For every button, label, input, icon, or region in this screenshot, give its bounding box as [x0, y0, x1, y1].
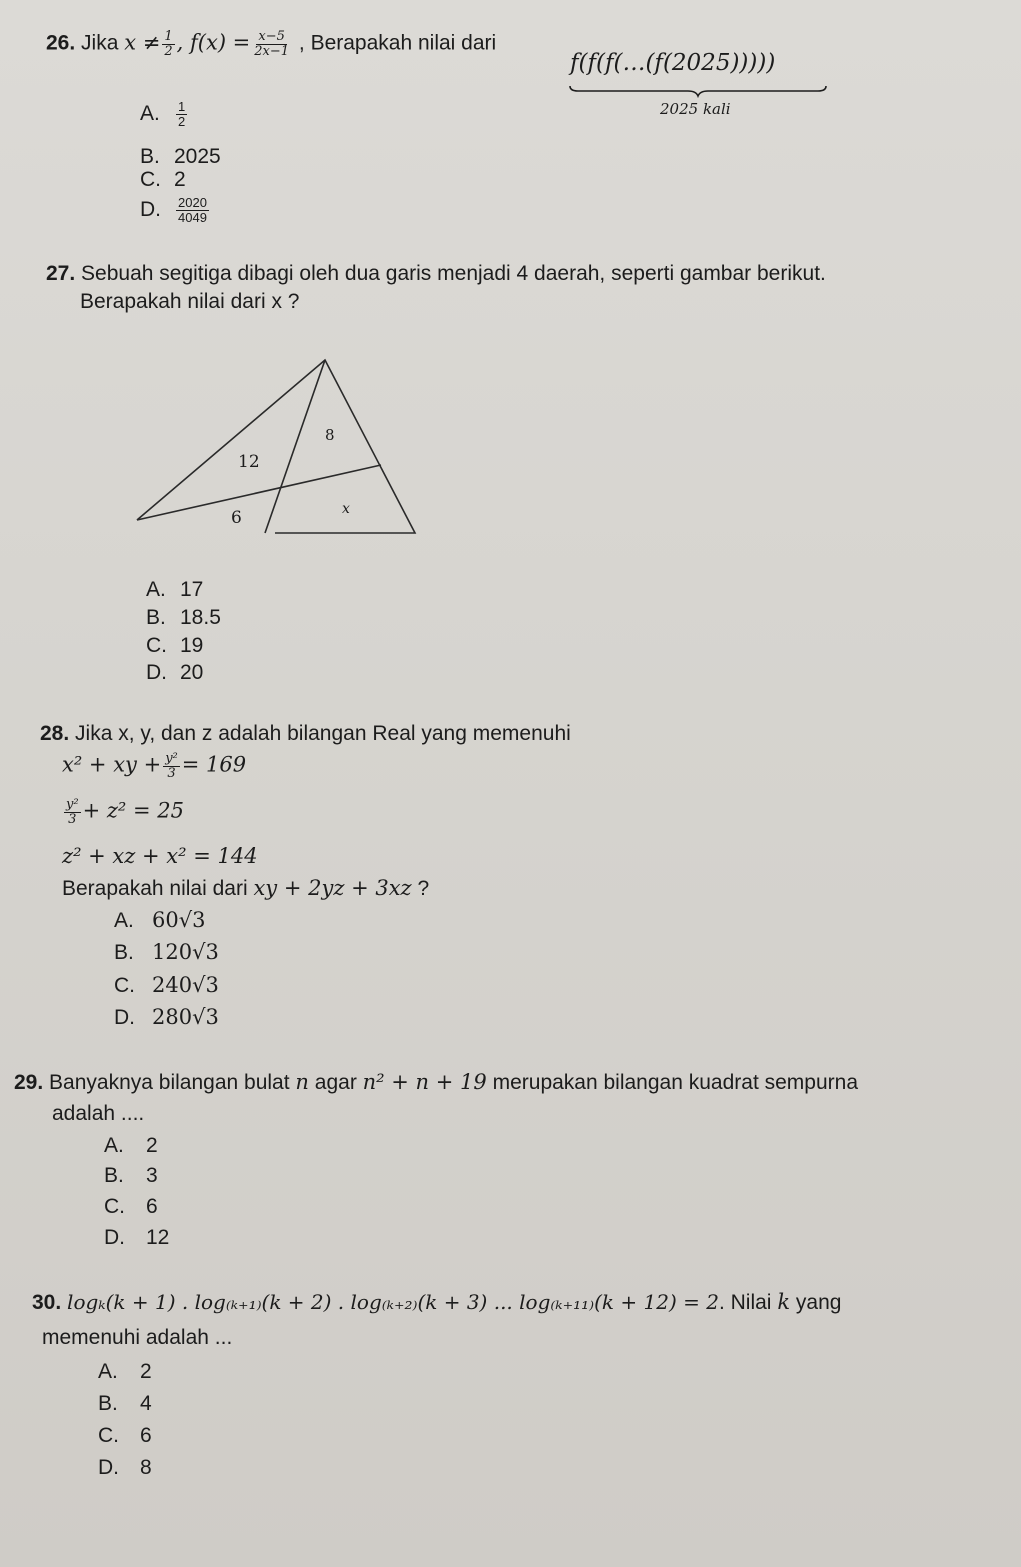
option-letter: D. — [114, 1006, 135, 1029]
option-letter: A. — [114, 909, 134, 932]
option-value: 280√3 — [152, 1005, 219, 1029]
equation-fraction — [163, 752, 180, 780]
option-value: 19 — [180, 634, 204, 657]
option-letter: D. — [146, 661, 167, 684]
label-unknown: x — [342, 501, 350, 517]
q26-condition: x ≠ — [124, 30, 161, 55]
q28-ask — [62, 876, 429, 901]
q29-text: agar — [314, 1071, 357, 1094]
option-letter: C. — [146, 634, 167, 657]
q28-option-a — [114, 908, 205, 933]
option-letter: C. — [114, 974, 135, 997]
q29-option-c — [104, 1195, 158, 1219]
q28-option-b — [114, 940, 219, 965]
q29-text: Banyaknya bilangan bulat — [49, 1071, 290, 1094]
q30-line-2: memenuhi adalah ... — [42, 1326, 233, 1349]
q27-option-a — [146, 578, 203, 602]
q30-text: yang — [795, 1291, 842, 1314]
fraction-denominator: 2 — [164, 43, 173, 59]
q29-line — [14, 1070, 858, 1095]
q26-option-b — [140, 145, 221, 169]
ask-text: ? — [417, 877, 430, 900]
q30-text: . Nilai — [718, 1291, 772, 1314]
q28-equation-1 — [62, 752, 246, 780]
q28-option-d — [114, 1005, 219, 1030]
option-letter: A. — [140, 101, 160, 125]
q28-line — [40, 722, 571, 746]
option-value: 8 — [140, 1456, 152, 1479]
option-letter: A. — [98, 1360, 118, 1383]
option-fraction — [176, 100, 187, 128]
option-letter: D. — [104, 1226, 125, 1249]
option-letter: A. — [104, 1134, 124, 1157]
label-top: 8 — [325, 426, 335, 444]
fraction-numerator: 1 — [164, 29, 173, 44]
q27-triangle-figure — [125, 355, 425, 540]
equation-fraction — [64, 798, 81, 826]
q28-equation-2 — [62, 798, 184, 826]
option-value: 2 — [174, 168, 186, 191]
q26-number: 26. — [46, 31, 76, 55]
q30-line — [32, 1290, 841, 1315]
q26-function-fraction — [252, 30, 291, 58]
fraction-denominator: 2x−1 — [254, 43, 290, 59]
q27-option-b — [146, 606, 221, 630]
q30-number: 30. — [32, 1291, 62, 1314]
q28-option-c — [114, 973, 219, 998]
q27-option-d — [146, 661, 203, 685]
q26-line — [46, 30, 496, 58]
q28-number: 28. — [40, 722, 70, 745]
option-value: 240√3 — [152, 973, 219, 997]
option-value: 2 — [140, 1360, 152, 1383]
fraction-denominator: 2 — [178, 113, 186, 129]
option-value: 6 — [140, 1424, 152, 1447]
fraction-numerator: 1 — [178, 99, 186, 114]
option-value: 60√3 — [152, 908, 206, 932]
q29-number: 29. — [14, 1071, 44, 1094]
q26-condition-fraction — [162, 30, 174, 58]
option-letter: D. — [98, 1456, 119, 1479]
option-letter: A. — [146, 578, 166, 601]
q26-nested-expression: f(f(f(…(f(2025))))) — [570, 50, 776, 76]
fraction-numerator: y² — [165, 751, 178, 766]
option-value: 18.5 — [180, 606, 221, 629]
q27-line — [46, 262, 826, 286]
q27-option-c — [146, 634, 203, 658]
q26-option-a — [140, 100, 189, 128]
q26-function: , f(x) = — [176, 30, 251, 55]
q26-times-label: 2025 kali — [660, 100, 731, 118]
option-letter: B. — [104, 1164, 124, 1187]
q26-question: , Berapakah nilai dari — [298, 31, 497, 55]
option-letter: C. — [104, 1195, 125, 1218]
option-letter: D. — [140, 197, 161, 221]
option-value: 12 — [146, 1226, 170, 1249]
q29-option-b — [104, 1164, 158, 1188]
q28-equation-3: z² + xz + x² = 144 — [62, 844, 258, 868]
q29-text: merupakan bilangan kuadrat sempurna — [492, 1071, 858, 1094]
q26-underbrace — [568, 84, 828, 98]
q30-expression: logₖ(k + 1) . log₍ₖ₊₁₎(k + 2) . log₍ₖ₊₂₎(k + 3) ... log₍ₖ₊₁₁₎(k + 12) = 2 — [67, 1290, 719, 1314]
q29-variable: n — [295, 1070, 309, 1094]
q27-text: Sebuah segitiga dibagi oleh dua garis menjadi 4 daerah, seperti gambar berikut. — [81, 262, 826, 285]
option-letter: C. — [140, 168, 161, 191]
q27-ask: Berapakah nilai dari x ? — [80, 290, 300, 313]
q29-line-2: adalah .... — [52, 1102, 145, 1125]
option-value: 120√3 — [152, 940, 219, 964]
equation-part: = 169 — [181, 752, 247, 777]
option-value: 17 — [180, 578, 204, 601]
option-value: 4 — [140, 1392, 152, 1415]
option-letter: B. — [146, 606, 166, 629]
option-letter: B. — [98, 1392, 118, 1415]
q30-option-c — [98, 1424, 152, 1448]
option-fraction — [176, 196, 209, 224]
option-letter: B. — [114, 941, 134, 964]
option-value: 2025 — [174, 145, 221, 168]
option-value: 2 — [146, 1134, 158, 1157]
equation-part: + z² = 25 — [82, 798, 184, 823]
fraction-numerator: 2020 — [178, 195, 207, 210]
fraction-numerator: y² — [66, 797, 79, 812]
fraction-denominator: 4049 — [178, 209, 207, 225]
q29-option-d — [104, 1226, 169, 1250]
option-letter: C. — [98, 1424, 119, 1447]
q30-option-d — [98, 1456, 152, 1480]
ask-expression: xy + 2yz + 3xz — [253, 876, 412, 900]
q26-option-c — [140, 168, 186, 192]
option-value: 3 — [146, 1164, 158, 1187]
equation-part: x² + xy + — [62, 752, 162, 777]
option-letter: B. — [140, 145, 160, 168]
q30-option-a — [98, 1360, 152, 1384]
option-value: 6 — [146, 1195, 158, 1218]
q30-option-b — [98, 1392, 152, 1416]
label-left: 12 — [238, 452, 260, 472]
q27-number: 27. — [46, 262, 76, 285]
q26-option-d — [140, 196, 211, 224]
fraction-denominator: 3 — [167, 765, 176, 781]
q26-intro: Jika — [81, 31, 119, 55]
fraction-numerator: x−5 — [258, 29, 285, 44]
triangle-outline — [137, 360, 415, 533]
fraction-denominator: 3 — [68, 811, 77, 827]
q29-expression: n² + n + 19 — [362, 1070, 487, 1094]
label-bottom: 6 — [231, 508, 242, 528]
q30-variable: k — [777, 1290, 791, 1314]
q29-option-a — [104, 1134, 158, 1158]
q28-intro: Jika x, y, dan z adalah bilangan Real yang memenuhi — [75, 722, 571, 745]
ask-text: Berapakah nilai dari — [62, 877, 248, 900]
option-value: 20 — [180, 661, 204, 684]
